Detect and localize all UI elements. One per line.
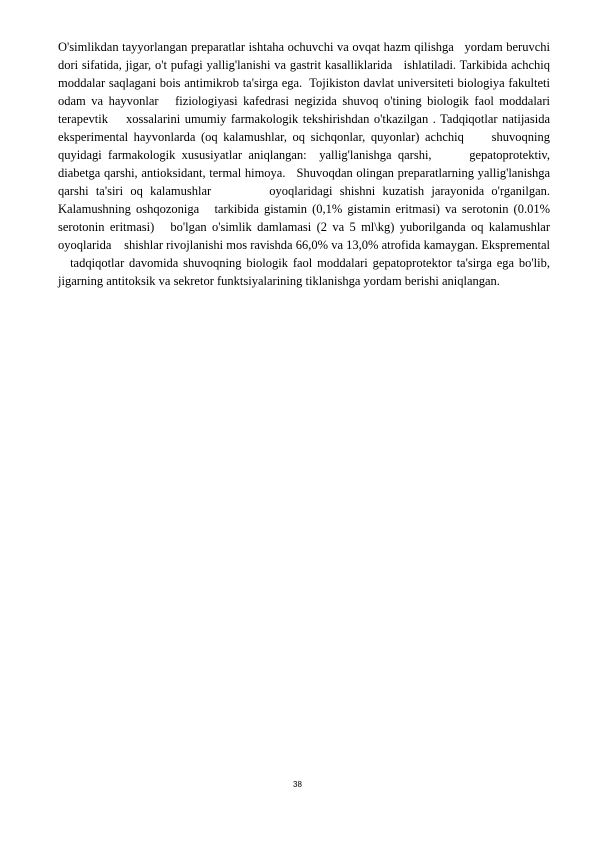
body-paragraph: O'simlikdan tayyorlangan preparatlar ishtaha ochuvchi va ovqat hazm qilishga yordam beruvchi dori sifatida, jigar, o't pufagi yallig'lanishi va gastrit kasalliklarida ishlatiladi. Tarkibida achchiq moddalar saqlagani bois antimikrob ta'sirga ega. Tojikiston davlat universiteti biologiya fakulteti odam va hayvonlar fiziologiyasi kafedrasi negizida shuvoq o'tining biologik faol moddalari terapevtik xossalarini umumiy farmakologik tekshirishdan o'tkazilgan . Tadqiqotlar natijasida eksperimental hayvonlarda (oq kalamushlar, oq sichqonlar, quyonlar) achchiq shuvoqning quyidagi farmakologik xususiyatlar aniqlangan: yallig'lanishga qarshi, gepatoprotektiv, diabetga qarshi, antioksidant, termal himoya. Shuvoqdan olingan preparatlarning yallig'lanishga qarshi ta'siri oq kalamushlar oyoqlaridagi shishni kuzatish jarayonida o'rganilgan. Kalamushning oshqozoniga tarkibida gistamin (0,1% gistamin eritmasi) va serotonin (0.01% serotonin eritmasi) bo'lgan o'simlik damlamasi (2 va 5 ml\kg) yuborilganda oq kalamushlar oyoqlarida shishlar rivojlanishi mos ravishda 66,0% va 13,0% atrofida kamaygan. Eksprementalᅠtadqiqotlar davomida shuvoqning biologik faol moddalari gepatoprotektor ta'sirga ega bo'lib, jigarning antitoksik va sekretor funktsiyalarining tiklanishga yordam berishi aniqlangan. bbox=[58, 40, 566, 288]
page-number: 38 bbox=[293, 780, 302, 789]
